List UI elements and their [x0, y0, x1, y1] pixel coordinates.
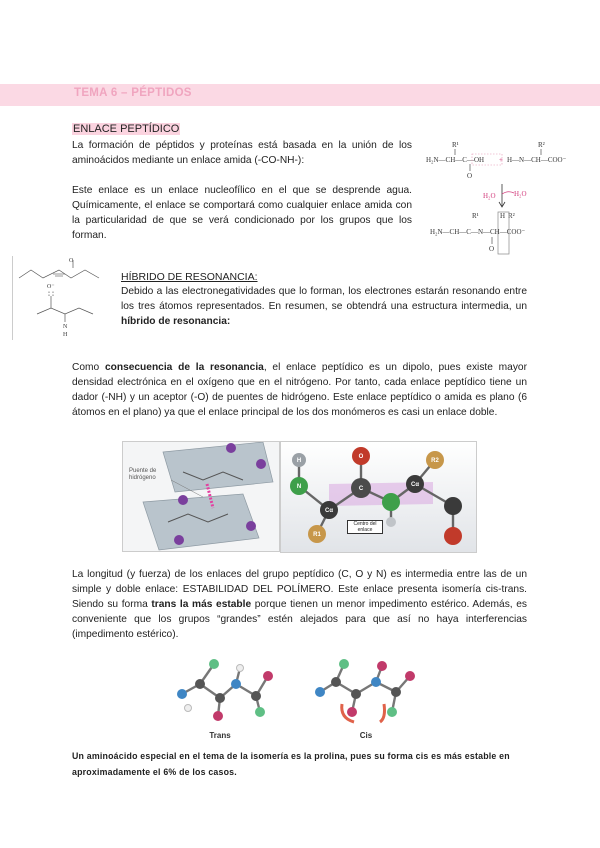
- consecuencia-text: , el enlace peptídico es un dipolo, pues existe mayor densidad electrónica en el oxígeno que en el nitrógeno. Por tanto, cada enlace peptídico tiene un dador (-NH) y un aceptor (-O) de puentes de hidrógeno. Este enlace peptídico o amida es plano (6 átomos en el plano) ya que el enlace principal de los dos monómeros es casi un enlace doble.: [72, 362, 527, 418]
- ballstick-ca1: Cα: [324, 508, 334, 514]
- resonance-n: N: [63, 324, 68, 330]
- ballstick-n: N: [296, 484, 302, 490]
- water-out-label: H₂O: [514, 190, 527, 198]
- longitud-text: La longitud (y fuerza) de los enlaces del grupo peptídico (C, O y N) es intermedia entre las de un simple y doble enlace: ESTABILIDAD DEL POLÍMERO. Este enlace presenta isomería cis-trans. Siendo su forma: [72, 569, 527, 610]
- ballstick-c: C: [358, 486, 364, 492]
- o-label: O: [467, 172, 473, 180]
- ballstick-ca2: Cα: [410, 482, 420, 488]
- cis-trans-figure: [170, 650, 440, 742]
- paragraph-resonancia: [121, 284, 527, 329]
- paragraph-resonancia-text: Debido a las electronegatividades que lo forman, los electrones estarán resonando entre los tres átomos representados. En resumen, se obtendrá una estructura intermedia, un: [121, 286, 527, 312]
- ballstick-o: O: [358, 454, 364, 460]
- paragraph-longitud: [72, 567, 527, 642]
- cis-trans-diagram: [170, 650, 440, 742]
- topic-title: TEMA 6 – PÉPTIDOS: [74, 87, 192, 99]
- right-formula: H—N—CH—COO⁻: [507, 156, 567, 164]
- hydrogen-bond-figure: [122, 441, 280, 552]
- hbond-label: Puente de hidrógeno: [129, 468, 157, 481]
- r2-product-label: R²: [508, 212, 515, 220]
- r1-product-label: R¹: [472, 212, 479, 220]
- paragraph-formacion-text: La formación de péptidos y proteínas está basada en la unión de los aminoácidos mediante un enlace amida (-CO-NH-):: [72, 140, 412, 166]
- o-product-label: O: [489, 245, 495, 253]
- r2-label: R²: [538, 141, 545, 149]
- peptide-ballstick-diagram: [281, 442, 476, 552]
- paragraph-nucleofilico-text: Este enlace es un enlace nucleofílico en el que se desprende agua. Químicamente, el enlace se comportará como cualquier enlace amida con la particularidad de que se verá condicionado por los grupos que los forman.: [72, 185, 412, 241]
- cis-label: Cis: [359, 731, 373, 740]
- h-product-label: H: [500, 212, 506, 220]
- product-formula: H₂N—CH—C—N—CH—COO⁻: [430, 228, 526, 236]
- ballstick-h: H: [296, 458, 302, 464]
- prolina-footnote: Un aminoácido especial en el tema de la isomería es la prolina, pues su forma cis es más estable en aproximadamente el 6% de los casos.: [72, 751, 510, 777]
- paragraph-formacion: [72, 138, 412, 168]
- section-heading-hibrido: HÍBRIDO DE RESONANCIA:: [121, 271, 258, 283]
- resonance-o2: O⁻: [47, 284, 55, 290]
- section-heading-enlace-peptidico: ENLACE PEPTÍDICO: [73, 123, 180, 135]
- hydrogen-bond-diagram: [123, 442, 279, 551]
- left-formula: H₂N—CH—C—OH: [426, 156, 485, 164]
- r1-label: R¹: [452, 141, 459, 149]
- peptide-ballstick-figure: [280, 441, 477, 553]
- hibrido-bold: híbrido de resonancia:: [121, 316, 231, 327]
- trans-bold: trans la más estable: [151, 599, 252, 610]
- peptide-reaction-figure: [422, 136, 584, 256]
- resonance-h: H: [63, 332, 68, 338]
- trans-label: Trans: [209, 731, 231, 740]
- resonance-diagram: [13, 256, 113, 340]
- peptide-reaction-diagram: [422, 136, 584, 256]
- ballstick-r1: R1: [313, 532, 321, 538]
- consecuencia-bold: consecuencia de la resonancia: [104, 362, 264, 373]
- water-in-label: H₂O: [483, 192, 496, 200]
- consecuencia-lead: Como: [72, 362, 105, 373]
- resonance-o1: O: [69, 258, 74, 264]
- ballstick-r2: R2: [431, 458, 439, 464]
- resonance-figure: [12, 256, 113, 340]
- plus-sign: +: [499, 156, 503, 164]
- paragraph-consecuencia: [72, 360, 527, 420]
- longitud-text-2: porque tienen un menor impedimento estérico. Además, es conveniente que los grupos “grandes” estén alejados para que así no haya interferencias (impedimento estérico).: [72, 599, 527, 640]
- paragraph-nucleofilico: [72, 183, 412, 243]
- plane-label: Centro del enlace: [347, 520, 383, 534]
